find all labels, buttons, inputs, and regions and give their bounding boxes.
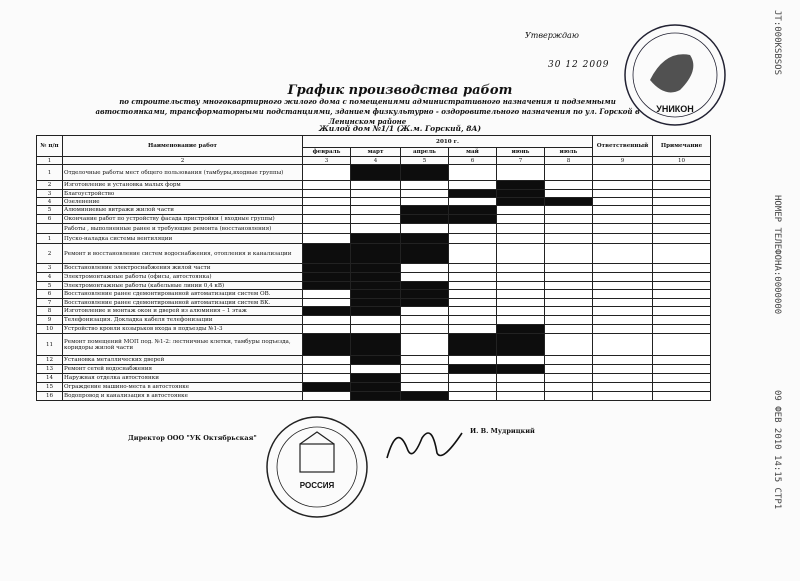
index-cell: 6 [449, 157, 497, 165]
row-number: 10 [37, 325, 63, 334]
month-cell-filled [497, 198, 545, 206]
note-cell [653, 290, 711, 299]
row-work-name: Восстановление ранее сдемонтированной автоматизации систем ВК. [63, 299, 303, 307]
responsible-cell [593, 290, 653, 299]
table-row [37, 244, 711, 264]
month-cell-empty [545, 224, 593, 234]
month-cell-filled [303, 264, 351, 273]
signature-scribble [382, 418, 472, 468]
month-cell-filled [401, 234, 449, 244]
month-cell-empty [497, 273, 545, 282]
month-cell-empty [351, 190, 401, 198]
month-cell-empty [449, 264, 497, 273]
row-work-name: Ремонт сетей водоснабжения [63, 365, 303, 374]
month-cell-empty [401, 365, 449, 374]
seal-top-text: УНИКОН [656, 104, 694, 114]
note-cell [653, 165, 711, 181]
page-title: График производства работ [287, 83, 513, 98]
note-cell [653, 334, 711, 356]
month-cell-filled [351, 290, 401, 299]
month-cell-empty [497, 224, 545, 234]
seal-bottom-text: РОССИЯ [299, 481, 335, 490]
row-number: 16 [37, 392, 63, 401]
month-cell-empty [401, 307, 449, 316]
table-row [37, 299, 711, 307]
month-cell-empty [545, 316, 593, 325]
month-header: июнь [497, 148, 545, 157]
row-number: 1 [37, 165, 63, 181]
row-work-name: Ограждение машино-места в автостоянке [63, 383, 303, 392]
row-number: 2 [37, 244, 63, 264]
table-row [37, 181, 711, 190]
row-number: 2 [37, 181, 63, 190]
month-cell-empty [401, 356, 449, 365]
row-work-name: Пуско-наладка системы вентиляции [63, 234, 303, 244]
responsible-cell [593, 264, 653, 273]
month-cell-empty [545, 325, 593, 334]
month-cell-filled [401, 282, 449, 290]
note-cell [653, 215, 711, 224]
responsible-cell [593, 383, 653, 392]
month-cell-empty [401, 316, 449, 325]
month-cell-filled [449, 215, 497, 224]
month-cell-empty [497, 215, 545, 224]
month-cell-filled [351, 334, 401, 356]
month-cell-empty [303, 206, 351, 215]
row-number: 3 [37, 190, 63, 198]
table-row [37, 215, 711, 224]
month-cell-filled [351, 234, 401, 244]
table-row [37, 273, 711, 282]
director-name: И. В. Мудрицкий [470, 427, 535, 435]
index-cell: 2 [63, 157, 303, 165]
table-row [37, 325, 711, 334]
responsible-cell [593, 374, 653, 383]
month-cell-filled [401, 299, 449, 307]
fax-timestamp: 09 ФЕВ 2010 14:15 СТР1 [772, 390, 782, 510]
table-row [37, 356, 711, 365]
note-cell [653, 244, 711, 264]
row-work-name: Телефонизация. Докладка кабеля телефонизации [63, 316, 303, 325]
row-work-name: Наружная отделка автостоянки [63, 374, 303, 383]
month-cell-empty [545, 392, 593, 401]
responsible-cell [593, 273, 653, 282]
month-cell-filled [303, 282, 351, 290]
note-cell [653, 282, 711, 290]
note-cell [653, 299, 711, 307]
responsible-cell [593, 299, 653, 307]
table-row [37, 334, 711, 356]
month-cell-filled [449, 365, 497, 374]
month-cell-empty [449, 244, 497, 264]
responsible-cell [593, 316, 653, 325]
month-cell-empty [401, 383, 449, 392]
month-cell-filled [497, 365, 545, 374]
row-work-name: Отделочные работы мест общего пользования (тамбуры,входные группы) [63, 165, 303, 181]
month-cell-empty [351, 224, 401, 234]
month-cell-empty [303, 165, 351, 181]
table-row [37, 234, 711, 244]
index-cell: 9 [593, 157, 653, 165]
seal-bottom [262, 412, 372, 522]
month-cell-filled [351, 374, 401, 383]
col-name-header: Наименование работ [63, 136, 303, 157]
month-cell-empty [449, 234, 497, 244]
month-cell-empty [351, 198, 401, 206]
month-cell-empty [449, 392, 497, 401]
month-cell-empty [303, 356, 351, 365]
month-cell-empty [497, 356, 545, 365]
note-cell [653, 307, 711, 316]
month-header: апрель [401, 148, 449, 157]
month-cell-empty [449, 356, 497, 365]
month-cell-filled [401, 392, 449, 401]
month-cell-empty [449, 198, 497, 206]
month-cell-empty [497, 264, 545, 273]
month-cell-empty [449, 374, 497, 383]
month-cell-empty [303, 316, 351, 325]
row-work-name: Работы , выполненные ранее и требующие ремонта (восстановления) [63, 224, 303, 234]
month-header: май [449, 148, 497, 157]
row-work-name: Ремонт помещений МОП под. №1-2: лестничные клетки, тамбуры подъезда, коридоры жилой части [63, 334, 303, 356]
month-cell-empty [545, 181, 593, 190]
month-cell-filled [497, 325, 545, 334]
row-work-name: Восстановление электроснабжения жилой части [63, 264, 303, 273]
month-cell-filled [303, 244, 351, 264]
note-cell [653, 224, 711, 234]
month-cell-filled [303, 383, 351, 392]
month-cell-empty [545, 215, 593, 224]
month-cell-empty [497, 374, 545, 383]
month-cell-empty [545, 273, 593, 282]
month-cell-empty [449, 383, 497, 392]
note-cell [653, 198, 711, 206]
month-cell-empty [303, 190, 351, 198]
month-cell-filled [303, 307, 351, 316]
month-cell-empty [303, 365, 351, 374]
month-cell-filled [351, 264, 401, 273]
row-number: 6 [37, 215, 63, 224]
month-cell-empty [351, 215, 401, 224]
row-number: 8 [37, 307, 63, 316]
responsible-cell [593, 224, 653, 234]
month-cell-empty [545, 206, 593, 215]
month-cell-empty [497, 307, 545, 316]
month-cell-filled [351, 299, 401, 307]
month-cell-empty [351, 181, 401, 190]
month-cell-empty [401, 325, 449, 334]
note-cell [653, 316, 711, 325]
month-cell-empty [303, 374, 351, 383]
row-work-name: Изготовление и установка малых форм [63, 181, 303, 190]
responsible-cell [593, 282, 653, 290]
row-number: 5 [37, 282, 63, 290]
table-row [37, 383, 711, 392]
month-cell-filled [351, 282, 401, 290]
month-cell-filled [351, 273, 401, 282]
responsible-cell [593, 165, 653, 181]
table-row [37, 165, 711, 181]
approved-date: 30 12 2009 [548, 60, 610, 70]
month-cell-empty [545, 165, 593, 181]
month-cell-filled [401, 206, 449, 215]
month-cell-empty [497, 392, 545, 401]
month-cell-empty [545, 290, 593, 299]
month-cell-filled [449, 334, 497, 356]
index-cell: 8 [545, 157, 593, 165]
col-num-header: № п/п [37, 136, 63, 157]
row-number: 15 [37, 383, 63, 392]
month-cell-empty [401, 190, 449, 198]
schedule-table [36, 135, 711, 401]
year-header: 2010 г. [303, 136, 593, 148]
month-header: март [351, 148, 401, 157]
row-number: 11 [37, 334, 63, 356]
month-cell-empty [497, 234, 545, 244]
month-cell-empty [303, 181, 351, 190]
month-cell-filled [401, 244, 449, 264]
fax-header-id: JT:000KSBSOS [772, 10, 782, 76]
month-cell-filled [351, 307, 401, 316]
row-work-name: Алюминиевые витражи жилой части [63, 206, 303, 215]
month-cell-empty [545, 374, 593, 383]
responsible-cell [593, 198, 653, 206]
note-cell [653, 190, 711, 198]
month-cell-empty [545, 282, 593, 290]
month-cell-empty [449, 325, 497, 334]
month-cell-filled [351, 392, 401, 401]
month-cell-empty [351, 316, 401, 325]
table-row [37, 374, 711, 383]
month-cell-filled [401, 290, 449, 299]
month-cell-empty [303, 198, 351, 206]
month-cell-empty [303, 234, 351, 244]
note-cell [653, 264, 711, 273]
table-row [37, 290, 711, 299]
month-cell-empty [545, 365, 593, 374]
responsible-cell [593, 234, 653, 244]
note-cell [653, 383, 711, 392]
director-signature-label: Директор ООО "УК Октябрьская" [128, 434, 257, 442]
responsible-cell [593, 325, 653, 334]
month-cell-empty [351, 325, 401, 334]
month-cell-empty [497, 383, 545, 392]
row-work-name: Ремонт и восстановление систем водоснабжения, отопления и канализации [63, 244, 303, 264]
note-cell [653, 273, 711, 282]
month-cell-empty [351, 365, 401, 374]
table-row [37, 224, 711, 234]
month-cell-empty [303, 325, 351, 334]
responsible-cell [593, 244, 653, 264]
table-row [37, 206, 711, 215]
table-row [37, 316, 711, 325]
responsible-cell [593, 334, 653, 356]
responsible-cell [593, 215, 653, 224]
page-subtitle: по строительству многоквартирного жилого дома с помещениями административного назначения и подземными автостоянками, трансформаторными подстанциями, зданием физкультурно - оздоровительного назначения по ул. Горской в Ленинском районе [95, 97, 640, 126]
responsible-cell [593, 307, 653, 316]
col-note-header: Примечание [653, 136, 711, 157]
month-header: июль [545, 148, 593, 157]
month-cell-empty [303, 215, 351, 224]
row-number: 14 [37, 374, 63, 383]
row-work-name: Озеленение [63, 198, 303, 206]
month-cell-empty [545, 234, 593, 244]
row-work-name: Благоустройство [63, 190, 303, 198]
table-row [37, 282, 711, 290]
month-cell-filled [545, 198, 593, 206]
row-number: 7 [37, 299, 63, 307]
month-cell-empty [401, 374, 449, 383]
month-cell-filled [497, 334, 545, 356]
note-cell [653, 325, 711, 334]
month-cell-empty [449, 224, 497, 234]
month-cell-filled [303, 334, 351, 356]
month-cell-empty [545, 383, 593, 392]
row-number: 5 [37, 206, 63, 215]
responsible-cell [593, 356, 653, 365]
month-cell-filled [351, 244, 401, 264]
fax-phone: НОМЕР ТЕЛЕФОНА:0000000 [772, 195, 782, 315]
month-cell-empty [401, 181, 449, 190]
table-row [37, 264, 711, 273]
object-name: Жилой дом №1/1 (Ж.м. Горский, 8А) [318, 124, 482, 133]
month-cell-empty [545, 244, 593, 264]
month-cell-empty [497, 244, 545, 264]
row-number: 12 [37, 356, 63, 365]
month-cell-empty [449, 165, 497, 181]
index-cell: 4 [351, 157, 401, 165]
month-cell-empty [401, 273, 449, 282]
month-cell-empty [497, 206, 545, 215]
month-cell-empty [303, 299, 351, 307]
index-cell: 3 [303, 157, 351, 165]
month-cell-filled [449, 206, 497, 215]
table-row [37, 198, 711, 206]
month-cell-empty [351, 206, 401, 215]
col-responsible-header: Ответственный [593, 136, 653, 157]
month-cell-empty [497, 165, 545, 181]
month-cell-empty [545, 264, 593, 273]
note-cell [653, 365, 711, 374]
month-cell-empty [401, 264, 449, 273]
row-work-name: Электромонтажные работы (офисы, автостоянка) [63, 273, 303, 282]
row-work-name: Устройство кровли козырьков входа в подъезды №1-3 [63, 325, 303, 334]
month-cell-empty [497, 282, 545, 290]
table-row [37, 392, 711, 401]
table-row [37, 365, 711, 374]
table-row [37, 190, 711, 198]
month-cell-empty [545, 334, 593, 356]
index-cell: 7 [497, 157, 545, 165]
month-cell-filled [401, 215, 449, 224]
responsible-cell [593, 181, 653, 190]
month-cell-empty [303, 290, 351, 299]
note-cell [653, 374, 711, 383]
note-cell [653, 356, 711, 365]
month-cell-filled [351, 356, 401, 365]
table-row [37, 307, 711, 316]
row-work-name: Восстановление ранее сдемонтированной автоматизации систем ОВ. [63, 290, 303, 299]
row-number: 3 [37, 264, 63, 273]
row-work-name: Электромонтажные работы (кабельные линии 0,4 кВ) [63, 282, 303, 290]
month-cell-filled [303, 273, 351, 282]
row-work-name: Установка металлических дверей [63, 356, 303, 365]
responsible-cell [593, 365, 653, 374]
responsible-cell [593, 392, 653, 401]
note-cell [653, 392, 711, 401]
approved-label: Утверждаю [525, 31, 579, 40]
row-work-name: Изготовление и монтаж окон и дверей из алюминия – 1 этаж [63, 307, 303, 316]
month-cell-filled [351, 383, 401, 392]
month-cell-empty [303, 224, 351, 234]
month-cell-empty [545, 190, 593, 198]
index-cell: 10 [653, 157, 711, 165]
month-cell-empty [497, 316, 545, 325]
month-cell-empty [449, 316, 497, 325]
row-number: 6 [37, 290, 63, 299]
month-cell-empty [401, 334, 449, 356]
month-cell-empty [449, 282, 497, 290]
month-cell-filled [449, 190, 497, 198]
responsible-cell [593, 190, 653, 198]
month-cell-empty [449, 307, 497, 316]
note-cell [653, 181, 711, 190]
month-cell-filled [497, 181, 545, 190]
month-cell-empty [303, 392, 351, 401]
row-number: 4 [37, 273, 63, 282]
note-cell [653, 234, 711, 244]
row-number: 9 [37, 316, 63, 325]
month-cell-filled [497, 190, 545, 198]
month-cell-empty [449, 273, 497, 282]
responsible-cell [593, 206, 653, 215]
note-cell [653, 206, 711, 215]
month-cell-empty [449, 181, 497, 190]
index-cell: 5 [401, 157, 449, 165]
month-cell-filled [351, 165, 401, 181]
row-work-name: Окончание работ по устройству фасада пристройки ( входные группы) [63, 215, 303, 224]
row-work-name: Водопровод и канализация в автостоянке [63, 392, 303, 401]
month-cell-empty [497, 290, 545, 299]
row-number: 13 [37, 365, 63, 374]
month-cell-empty [401, 224, 449, 234]
index-cell: 1 [37, 157, 63, 165]
month-cell-empty [545, 356, 593, 365]
row-number [37, 224, 63, 234]
month-cell-empty [545, 307, 593, 316]
row-number: 1 [37, 234, 63, 244]
month-cell-empty [497, 299, 545, 307]
month-cell-empty [449, 290, 497, 299]
row-number: 4 [37, 198, 63, 206]
month-cell-filled [401, 165, 449, 181]
month-header: февраль [303, 148, 351, 157]
month-cell-empty [449, 299, 497, 307]
month-cell-empty [545, 299, 593, 307]
month-cell-empty [401, 198, 449, 206]
